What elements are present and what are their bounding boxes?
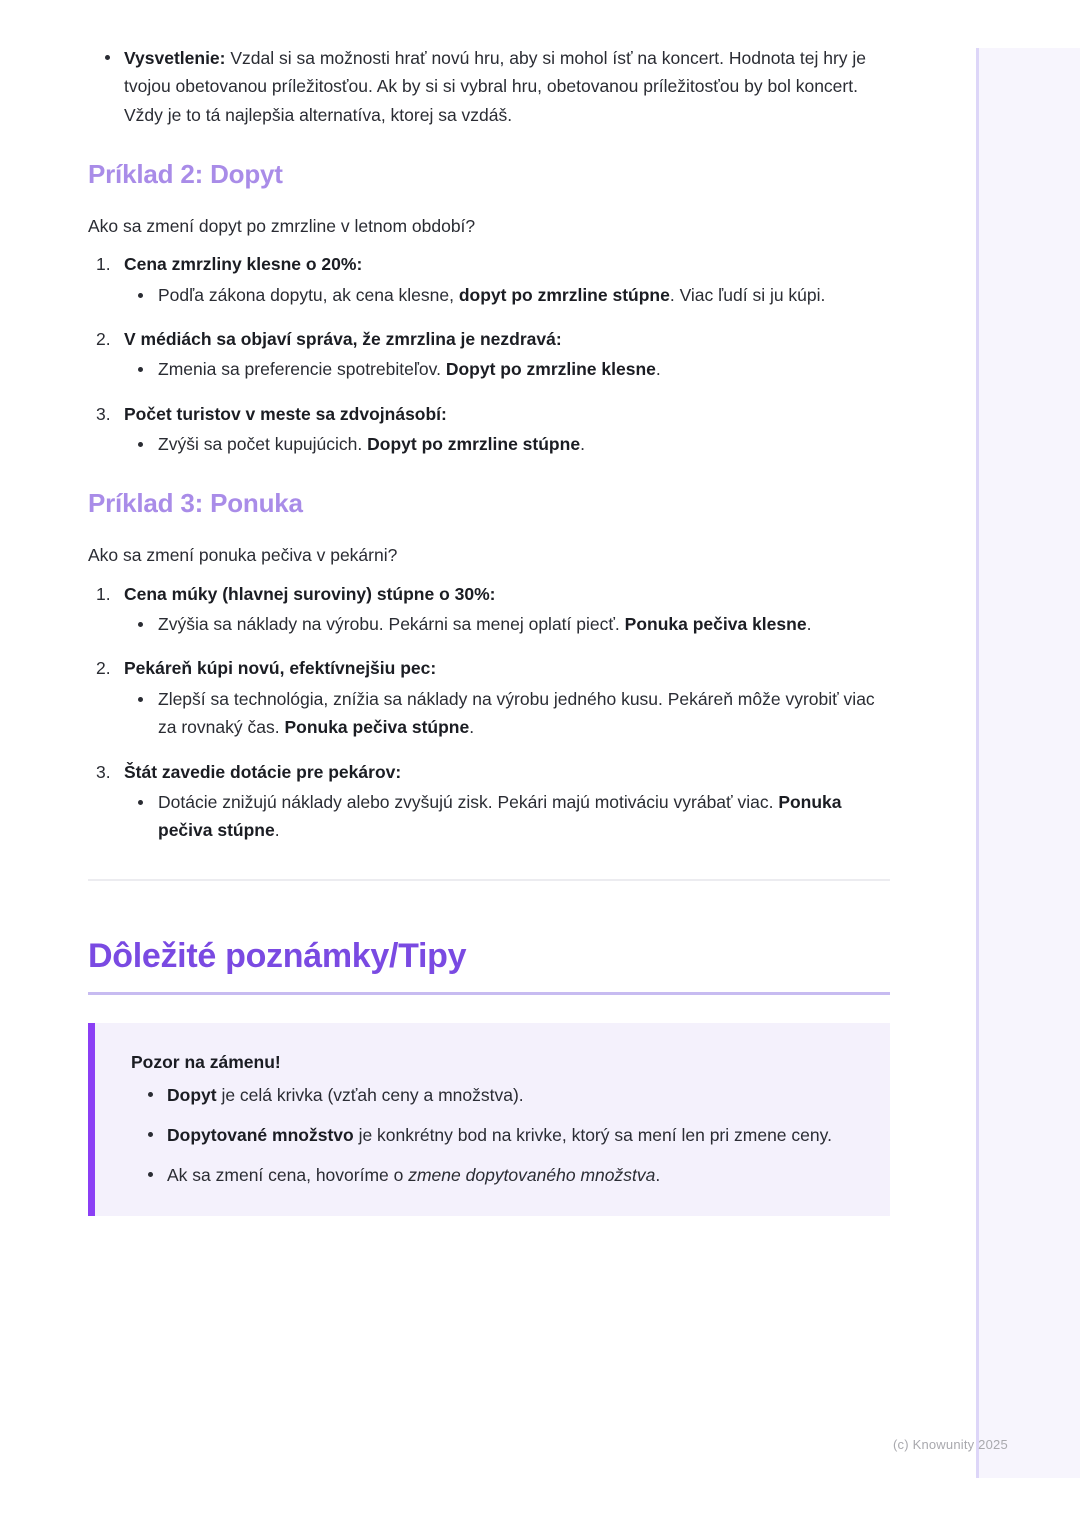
list-item — [88, 325, 890, 384]
item-title: Cena zmrzliny klesne o 20%: — [124, 254, 363, 275]
bullet-text-tail: . — [655, 1165, 661, 1186]
list-item — [88, 580, 890, 639]
callout-box — [88, 1023, 890, 1216]
bullet-emphasis: Dopytované množstvo — [167, 1125, 354, 1146]
detail-post: . — [469, 717, 475, 738]
heading-underline — [88, 992, 890, 995]
item-title: V médiách sa objaví správa, že zmrzlina je nezdravá: — [124, 329, 562, 350]
bullet-text: je konkrétny bod na krivke, ktorý sa mení len pri zmene ceny. — [353, 1125, 832, 1146]
item-title: Štát zavedie dotácie pre pekárov: — [124, 761, 402, 782]
intro-bullet-label: Vysvetlenie: — [124, 48, 226, 68]
intro-bullet-text: Vzdal si sa možnosti hrať novú hru, aby si mohol ísť na koncert. Hodnota tej hry je tvojou obetovanou príležitosťou. Ak by si si vybral hru, obetovanou príležitosťou by bol koncert. Vždy je to tá najlepšia alternatíva, ktorej sa vzdáš. — [124, 48, 867, 125]
question-example-3: Ako sa zmení ponuka pečiva v pekárni? — [88, 545, 398, 566]
detail-pre: Dotácie znižujú náklady alebo zvyšujú zisk. Pekári majú motiváciu vyrábať viac. — [158, 791, 779, 812]
detail-pre: Zvýšia sa náklady na výrobu. Pekárni sa menej oplatí piecť. — [158, 614, 625, 635]
callout-title: Pozor na zámenu! — [131, 1051, 281, 1072]
list-item — [124, 355, 890, 383]
list-item — [131, 1161, 860, 1189]
bullet-italic-emphasis: zmene dopytovaného množstva — [408, 1165, 656, 1186]
detail-post: . — [274, 820, 280, 841]
item-title: Cena múky (hlavnej suroviny) stúpne o 30%: — [124, 583, 496, 604]
list-item — [131, 1121, 860, 1149]
detail-emphasis: Dopyt po zmrzline stúpne — [367, 434, 581, 455]
detail-emphasis: Dopyt po zmrzline klesne — [445, 359, 656, 380]
list-item — [124, 788, 890, 845]
heading-example-3: Príklad 3: Ponuka — [88, 488, 303, 519]
item-details — [124, 355, 890, 383]
detail-pre: Zmenia sa preferencie spotrebiteľov. — [158, 359, 446, 380]
copyright-watermark: (c) Knowunity 2025 — [893, 1437, 1008, 1452]
section-divider — [88, 879, 890, 881]
detail-emphasis: Ponuka pečiva stúpne — [158, 791, 842, 841]
list-item — [124, 430, 890, 458]
list-item — [124, 685, 890, 742]
item-title: Pekáreň kúpi novú, efektívnejšiu pec: — [124, 658, 437, 679]
bullet-emphasis: Dopyt — [167, 1084, 217, 1105]
detail-pre: Zvýši sa počet kupujúcich. — [158, 434, 368, 455]
detail-post: . Viac ľudí si ju kúpi. — [669, 284, 826, 305]
example-2-list — [88, 250, 890, 458]
list-item — [88, 654, 890, 741]
detail-emphasis: Ponuka pečiva stúpne — [284, 717, 470, 738]
item-details — [124, 685, 890, 742]
detail-pre: Zlepší sa technológia, znížia sa náklady na výrobu jedného kusu. Pekáreň môže vyrobiť viac za rovnaký čas. — [158, 688, 875, 738]
list-item — [88, 44, 890, 129]
detail-emphasis: dopyt po zmrzline stúpne — [458, 284, 670, 305]
list-item — [88, 250, 890, 309]
item-details — [124, 281, 890, 309]
detail-pre: Podľa zákona dopytu, ak cena klesne, — [158, 284, 459, 305]
intro-bullet-list — [88, 44, 890, 129]
detail-emphasis: Ponuka pečiva klesne — [624, 614, 807, 635]
item-details — [124, 430, 890, 458]
list-item — [131, 1081, 860, 1109]
item-details — [124, 788, 890, 845]
question-example-2: Ako sa zmení dopyt po zmrzline v letnom období? — [88, 216, 476, 237]
list-item — [124, 281, 890, 309]
callout-bullet-list — [131, 1081, 860, 1190]
detail-post: . — [655, 359, 661, 380]
detail-post: . — [806, 614, 812, 635]
list-item — [88, 758, 890, 845]
bullet-text: je celá krivka (vzťah ceny a množstva). — [216, 1084, 524, 1105]
list-item — [88, 400, 890, 459]
example-3-list — [88, 580, 890, 845]
bullet-text: Ak sa zmení cena, hovoríme o — [167, 1165, 409, 1186]
item-title: Počet turistov v meste sa zdvojnásobí: — [124, 403, 447, 424]
item-details — [124, 610, 890, 638]
detail-post: . — [580, 434, 585, 455]
page-edge-strip — [976, 48, 1080, 1478]
list-item — [124, 610, 890, 638]
heading-notes-tips: Dôležité poznámky/Tipy — [88, 936, 467, 975]
heading-example-2: Príklad 2: Dopyt — [88, 159, 283, 190]
